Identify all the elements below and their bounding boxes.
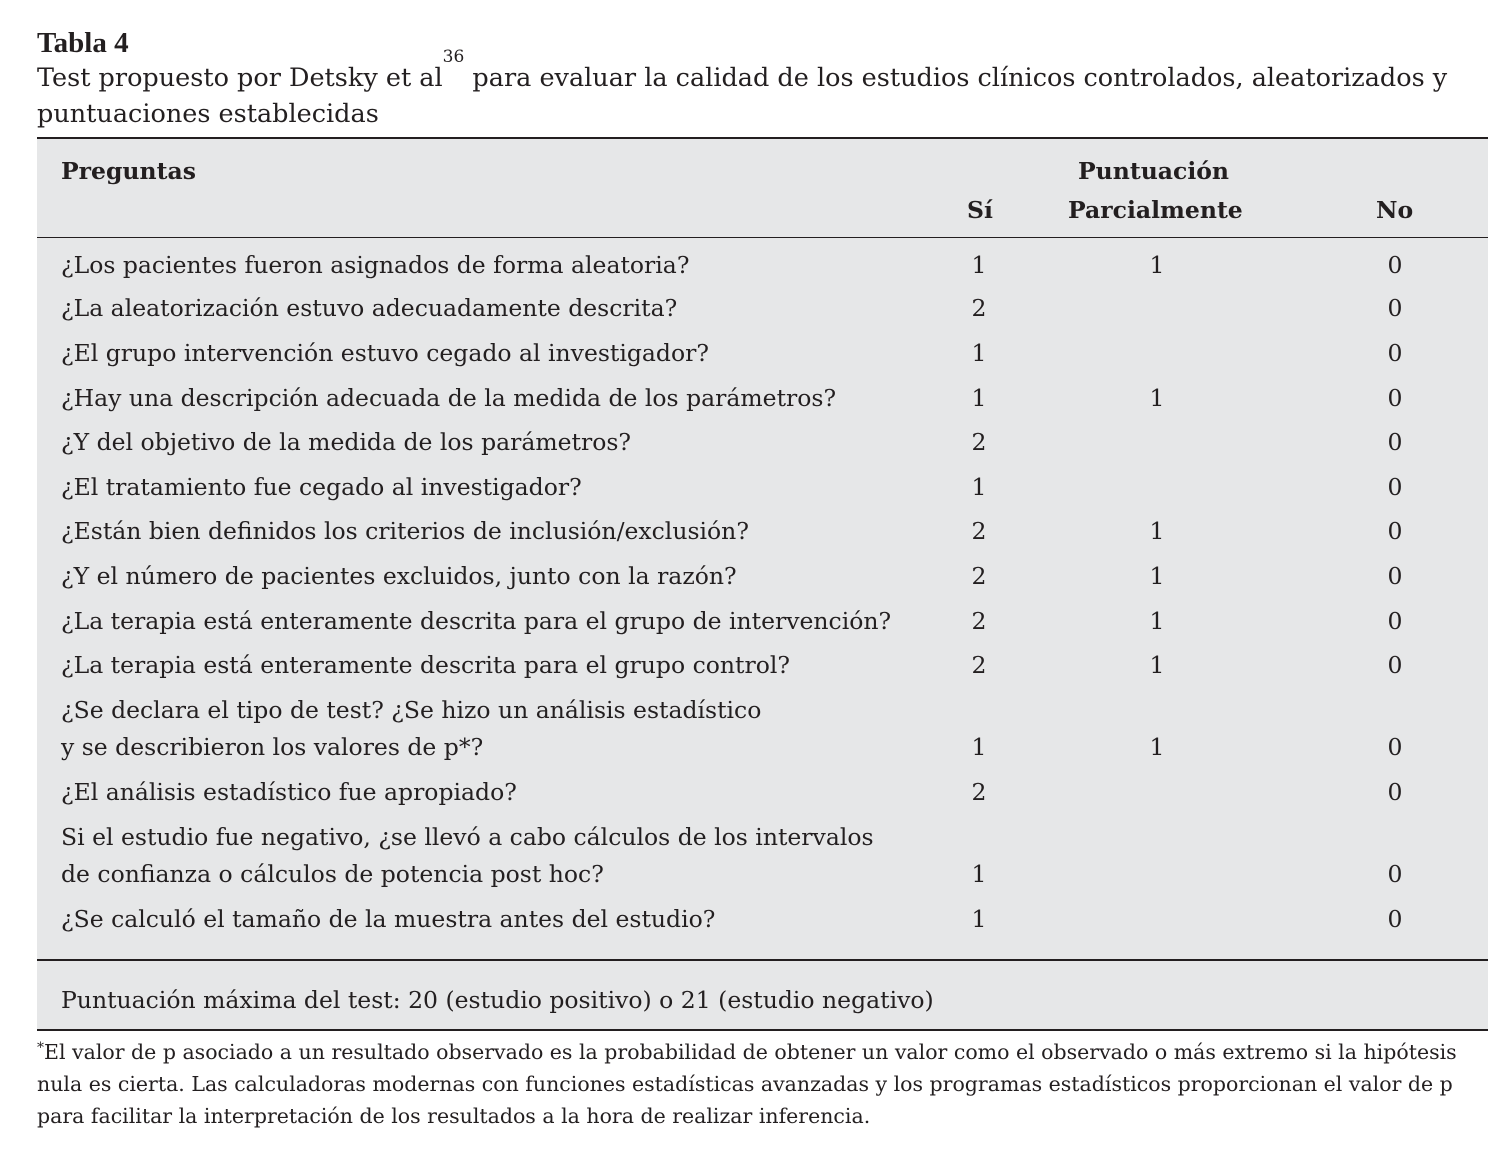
score-no-cell: 0 (1387, 733, 1403, 761)
row-question: ¿La terapia está enteramente descrita para el grupo de intervención? (61, 607, 892, 635)
score-si-cell: 2 (971, 562, 987, 590)
column-group-header-score: Puntuación (1078, 157, 1230, 185)
score-no-cell: 0 (1387, 294, 1403, 322)
score-si-cell: 2 (971, 517, 987, 545)
score-no-cell: 0 (1387, 651, 1403, 679)
row-question: ¿Y el número de pacientes excluidos, junto con la razón? (61, 562, 737, 590)
row-question: ¿El grupo intervención estuvo cegado al investigador? (61, 339, 709, 367)
row-question: ¿Y del objetivo de la medida de los parámetros? (61, 428, 632, 456)
score-si-cell: 2 (971, 428, 987, 456)
footnote-mark: * (37, 1040, 44, 1056)
score-si-cell: 2 (971, 294, 987, 322)
score-no-cell: 0 (1387, 339, 1403, 367)
row-question: ¿Se declara el tipo de test? ¿Se hizo un análisis estadístico (61, 696, 762, 724)
row-question-continued: de confianza o cálculos de potencia post hoc? (61, 860, 604, 888)
score-partial-cell: 1 (1149, 562, 1165, 590)
score-no-cell: 0 (1387, 607, 1403, 635)
caption-text-start: Test propuesto por Detsky et al (37, 63, 443, 93)
row-question: ¿Hay una descripción adecuada de la medida de los parámetros? (61, 384, 837, 412)
score-no-cell: 0 (1387, 473, 1403, 501)
score-si-cell: 1 (971, 860, 987, 888)
score-partial-cell: 1 (1149, 251, 1165, 279)
column-header-no: No (1376, 196, 1414, 224)
score-partial-cell: 1 (1149, 517, 1165, 545)
score-no-cell: 0 (1387, 251, 1403, 279)
score-si-cell: 1 (971, 384, 987, 412)
score-si-cell: 1 (971, 733, 987, 761)
table-number: Tabla 4 (37, 27, 129, 59)
column-header-partial: Parcialmente (1068, 196, 1243, 224)
caption-text-end: para evaluar la calidad de los estudios clínicos controlados, aleatorizados y puntuaciones establecidas (37, 63, 1448, 129)
score-no-cell: 0 (1387, 517, 1403, 545)
score-no-cell: 0 (1387, 562, 1403, 590)
row-question: ¿La terapia está enteramente descrita para el grupo control? (61, 651, 790, 679)
max-score-total: Puntuación máxima del test: 20 (estudio positivo) o 21 (estudio negativo) (61, 986, 934, 1014)
row-question: ¿La aleatorización estuvo adecuadamente descrita? (61, 294, 678, 322)
score-si-cell: 1 (971, 473, 987, 501)
score-no-cell: 0 (1387, 428, 1403, 456)
score-partial-cell: 1 (1149, 384, 1165, 412)
score-partial-cell: 1 (1149, 651, 1165, 679)
score-no-cell: 0 (1387, 778, 1403, 806)
score-no-cell: 0 (1387, 860, 1403, 888)
row-question: ¿El análisis estadístico fue apropiado? (61, 778, 517, 806)
column-header-questions: Preguntas (61, 157, 196, 185)
row-question: ¿El tratamiento fue cegado al investigador? (61, 473, 582, 501)
score-si-cell: 2 (971, 651, 987, 679)
table-header (37, 139, 1488, 237)
score-si-cell: 2 (971, 607, 987, 635)
score-si-cell: 1 (971, 339, 987, 367)
row-question: ¿Se calculó el tamaño de la muestra antes del estudio? (61, 905, 716, 933)
score-si-cell: 2 (971, 778, 987, 806)
table-caption (37, 47, 1477, 132)
score-si-cell: 1 (971, 905, 987, 933)
footnote-text: El valor de p asociado a un resultado observado es la probabilidad de obtener un valor como el observado o más extremo si la hipótesis nula es cierta. Las calculadoras modernas con funciones estadísticas avanzadas y los programas estadísticos proporcionan el valor de p para facilitar la interpretación de los resultados a la hora de realizar inferencia. (37, 1040, 1457, 1128)
row-question: ¿Los pacientes fueron asignados de forma aleatoria? (61, 251, 690, 279)
score-no-cell: 0 (1387, 384, 1403, 412)
column-header-si: Sí (967, 196, 993, 224)
table-footnote (37, 1036, 1497, 1132)
caption-reference: 36 (442, 47, 465, 67)
score-no-cell: 0 (1387, 905, 1403, 933)
score-partial-cell: 1 (1149, 607, 1165, 635)
row-question-continued: y se describieron los valores de p*? (61, 733, 484, 761)
score-partial-cell: 1 (1149, 733, 1165, 761)
score-si-cell: 1 (971, 251, 987, 279)
table-bottom-rule (37, 1029, 1488, 1031)
row-question: ¿Están bien definidos los criterios de inclusión/exclusión? (61, 517, 749, 545)
row-question: Si el estudio fue negativo, ¿se llevó a cabo cálculos de los intervalos (61, 823, 874, 851)
